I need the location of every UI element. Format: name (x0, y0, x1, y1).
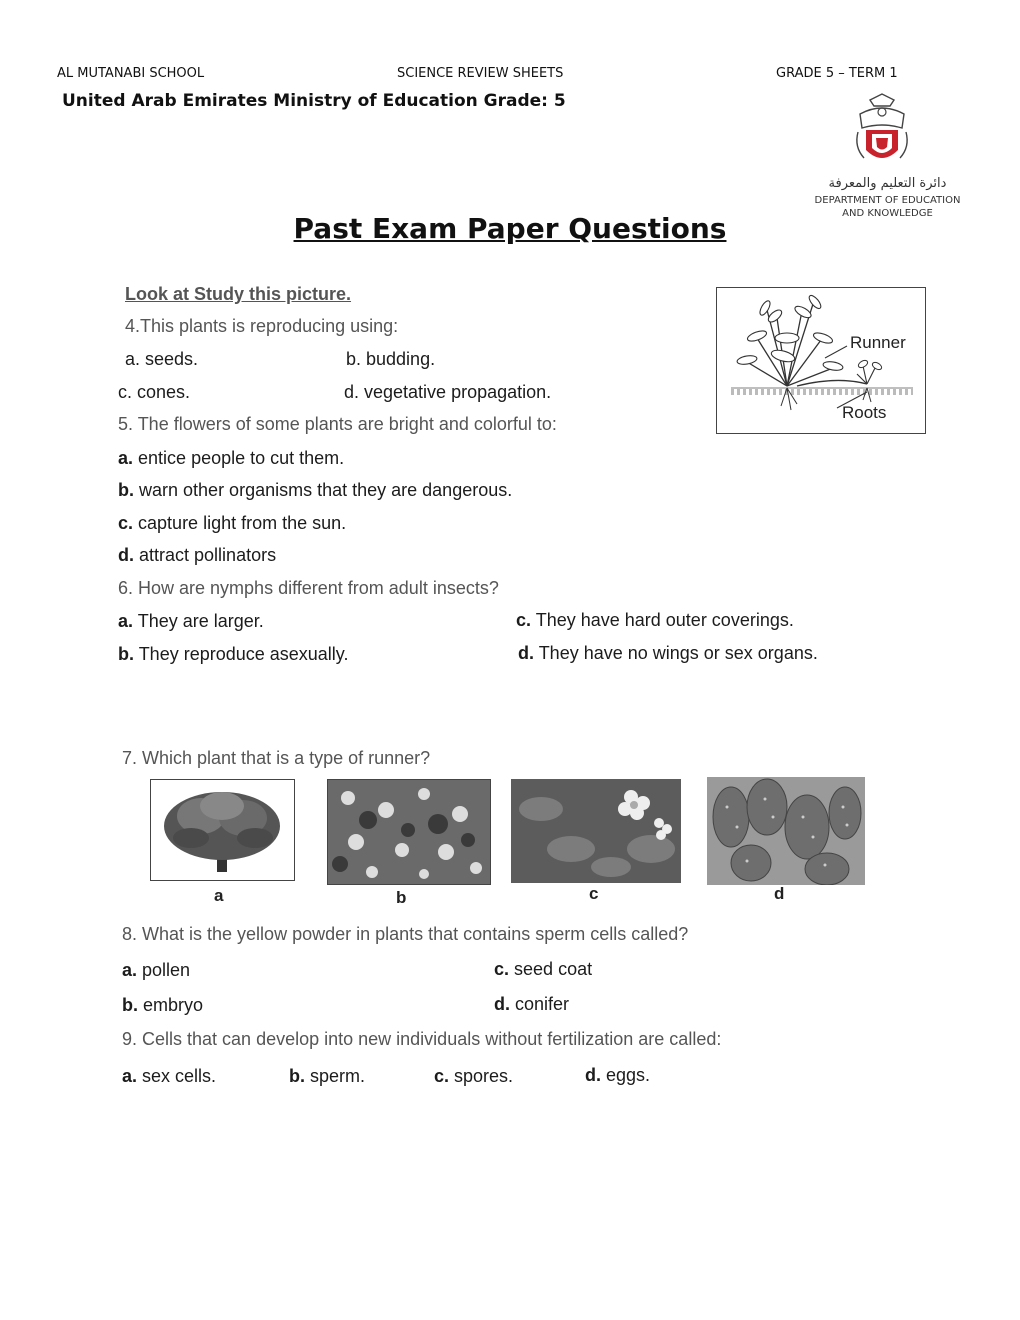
option-text: sperm. (310, 1066, 366, 1086)
option-letter: d. (118, 545, 134, 565)
option-text: attract pollinators (139, 545, 277, 565)
q8-option-a (122, 960, 190, 981)
intro-instruction: Look at Study this picture. (125, 284, 352, 304)
option-text: pollen (142, 960, 191, 980)
question-5: 5. The flowers of some plants are bright and colorful to: (118, 414, 557, 434)
school-name: AL MUTANABI SCHOOL (57, 66, 205, 81)
option-text: spores. (454, 1066, 514, 1086)
option-letter: d. (585, 1065, 601, 1085)
plant-image-d (707, 777, 865, 885)
sheet-title: SCIENCE REVIEW SHEETS (397, 66, 564, 81)
q6-option-d (518, 643, 818, 664)
logo-arabic-text: دائرة التعليم والمعرفة (828, 176, 947, 191)
option-text: embryo (143, 995, 204, 1015)
q5-option-c (118, 513, 346, 534)
option-text: capture light from the sun. (138, 513, 347, 533)
option-text: eggs. (606, 1065, 651, 1085)
option-letter: a. (122, 960, 138, 980)
strawberry-plant-icon (511, 779, 681, 883)
option-text: seed coat (514, 959, 593, 979)
q4-option-c: c. cones. (118, 382, 191, 402)
image-label-a: a (214, 886, 224, 905)
q9-option-d (585, 1065, 650, 1086)
cactus-icon (707, 777, 865, 885)
option-letter: b. (122, 995, 138, 1015)
q5-option-d (118, 545, 276, 566)
question-4: 4.This plants is reproducing using: (125, 316, 399, 336)
runner-label: Runner (850, 333, 906, 352)
logo-line2: AND KNOWLEDGE (842, 208, 933, 219)
q9-option-a (122, 1066, 216, 1087)
image-label-c: c (589, 884, 599, 903)
q9-option-b (289, 1066, 365, 1087)
emirate-emblem-icon (852, 92, 912, 170)
q4-option-a: a. seeds. (125, 349, 199, 369)
q9-option-c (434, 1066, 513, 1087)
option-text: They are larger. (137, 611, 264, 631)
q4-option-b: b. budding. (346, 349, 436, 369)
option-letter: c. (516, 610, 532, 630)
option-text: They have no wings or sex organs. (538, 643, 818, 663)
q6-option-a (118, 611, 264, 632)
option-letter: d. (494, 994, 510, 1014)
option-letter: b. (289, 1066, 305, 1086)
plant-image-a (150, 779, 295, 881)
runner-figure (716, 287, 926, 434)
option-letter: a. (118, 611, 134, 631)
question-6: 6. How are nymphs different from adult insects? (118, 578, 499, 598)
q8-option-c (494, 959, 592, 980)
option-text: sex cells. (142, 1066, 217, 1086)
option-text: warn other organisms that they are dangerous. (139, 480, 513, 500)
image-label-b: b (396, 888, 407, 907)
option-letter: c. (118, 513, 134, 533)
plant-image-c (511, 779, 681, 883)
tree-icon (151, 780, 294, 880)
question-7: 7. Which plant that is a type of runner? (122, 748, 431, 768)
image-label-d: d (774, 884, 785, 903)
page-title: Past Exam Paper Questions (293, 212, 727, 245)
option-letter: c. (494, 959, 510, 979)
option-letter: b. (118, 644, 134, 664)
q4-option-d: d. vegetative propagation. (344, 382, 552, 402)
option-letter: c. (434, 1066, 450, 1086)
option-text: conifer (515, 994, 570, 1014)
question-9: 9. Cells that can develop into new individuals without fertilization are called: (122, 1029, 722, 1049)
question-8: 8. What is the yellow powder in plants that contains sperm cells called? (122, 924, 689, 944)
roots-label: Roots (842, 403, 887, 422)
option-letter: a. (118, 448, 134, 468)
logo-line1: DEPARTMENT OF EDUCATION (814, 195, 961, 206)
option-text: entice people to cut them. (138, 448, 345, 468)
q5-option-b (118, 480, 512, 501)
q5-option-a (118, 448, 344, 469)
grade-term: GRADE 5 – TERM 1 (776, 66, 898, 81)
flowering-shrub-icon (328, 780, 490, 884)
plant-runner-illustration (717, 288, 925, 433)
option-letter: d. (518, 643, 534, 663)
q8-option-b (122, 995, 203, 1016)
option-text: They have hard outer coverings. (535, 610, 794, 630)
q6-option-c (516, 610, 794, 631)
q8-option-d (494, 994, 569, 1015)
q6-option-b (118, 644, 348, 665)
ministry-line: United Arab Emirates Ministry of Education Grade: 5 (62, 91, 566, 111)
option-letter: b. (118, 480, 134, 500)
option-text: They reproduce asexually. (138, 644, 349, 664)
plant-image-b (327, 779, 491, 885)
option-letter: a. (122, 1066, 138, 1086)
